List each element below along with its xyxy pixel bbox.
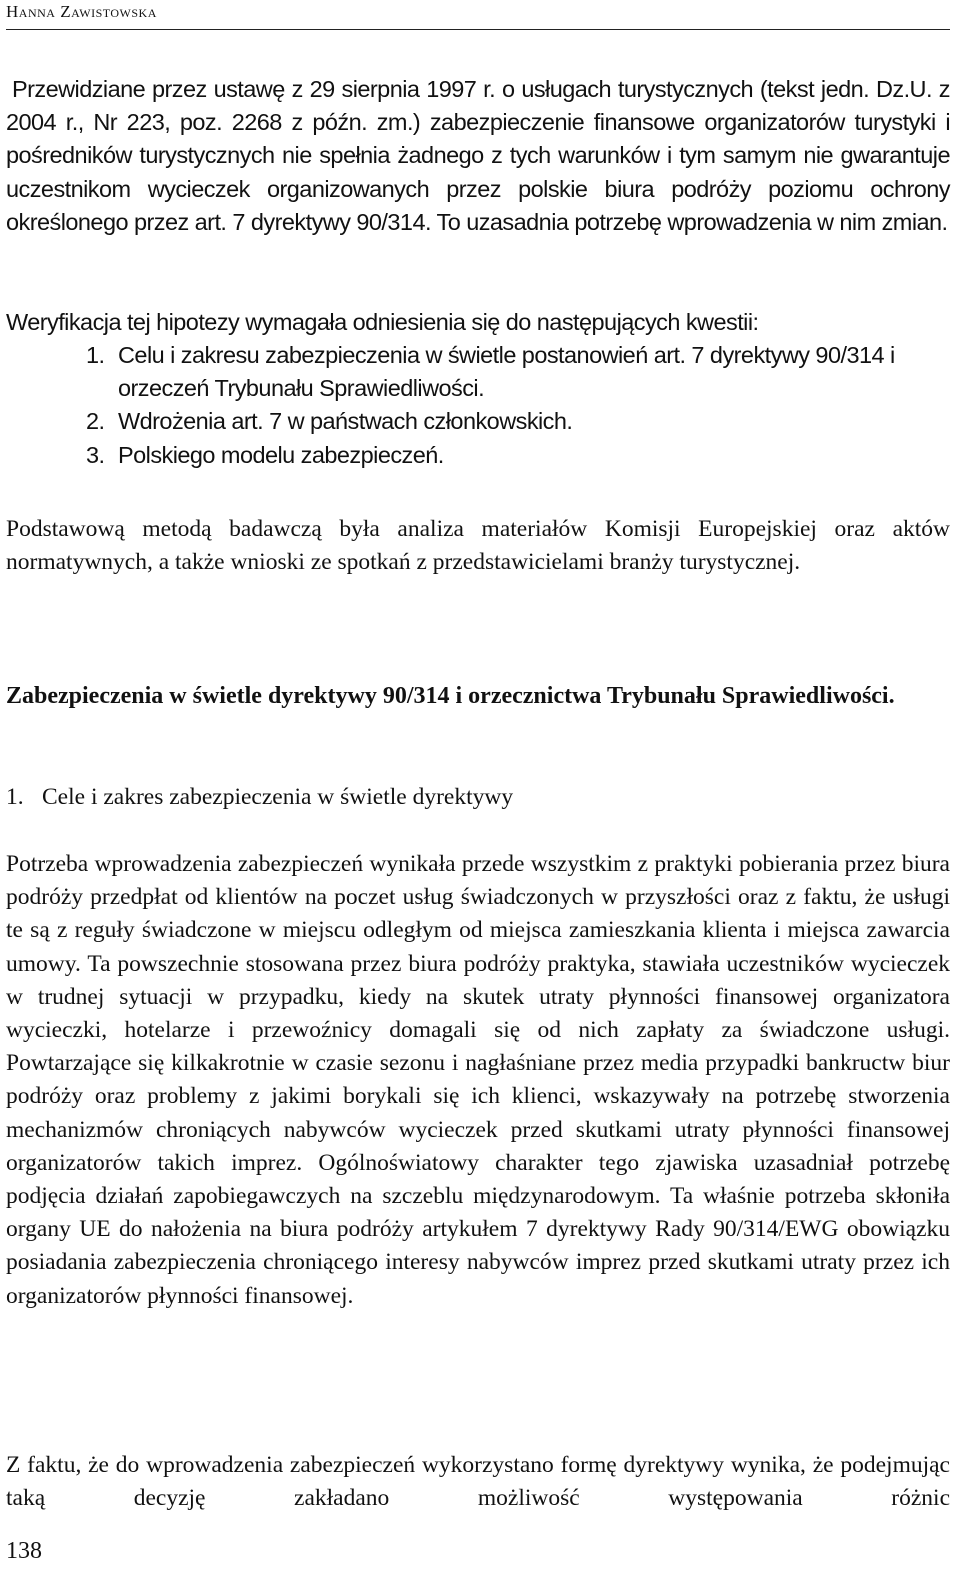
intro-section (6, 73, 950, 239)
subsection-number: 1. (6, 784, 24, 810)
header-rule (6, 29, 950, 30)
body-paragraph: Potrzeba wprowadzenia zabezpieczeń wynikała przede wszystkim z praktyki pobierania przez biura podróży przedpłat od klientów na poczet usług świadczonych w przyszłości oraz z faktu, że usługi te są z reguły świadczone w miejscu odległym od miejsca zamieszkania klienta i miejsca zawarcia umowy. Ta powszechnie stosowana przez biura podróży praktyka, stawiała uczestników wycieczek w trudnej sytuacji w przypadku, kiedy na skutek utraty płynności finansowej organizatora wycieczki, hotelarze i przewoźnicy domagali się od nich zapłaty za świadczone usługi. Powtarzające się kilkakrotnie w czasie sezonu i nagłaśniane przez media przypadki bankructw biur podróży oraz problemy z jakimi borykali się ich klienci, wskazywały na potrzebę stworzenia mechanizmów chroniących nabywców wycieczek przed skutkami utraty płynności finansowej organizatorów takich imprez. Ogólnoświatowy charakter tego zjawiska uzasadniał potrzebę podjęcia działań zapobiegawczych na szczeblu międzynarodowym. Ta właśnie potrzeba skłoniła organy UE do nałożenia na biura podróży artykułem 7 dyrektywy Rady 90/314/EWG obowiązku posiadania zabezpieczenia chroniącego interesy nabywców imprez przed skutkami utraty przez ich organizatorów płynności finansowej. (6, 851, 950, 1309)
section-heading: Zabezpieczenia w świetle dyrektywy 90/314 i orzecznictwa Trybunału Sprawiedliwości. (6, 683, 895, 709)
list-item-text: Polskiego modelu zabezpieczeń. (118, 441, 444, 468)
subsection-heading-block (6, 781, 950, 814)
running-header: Hanna Zawistowska (6, 2, 157, 21)
verification-intro: Weryfikacja tej hipotezy wymagała odniesienia się do następujących kwestii: (6, 309, 759, 335)
list-item-number: 1. (86, 342, 105, 368)
final-section (6, 1449, 950, 1515)
section-heading-block (6, 679, 950, 714)
list-item (6, 339, 950, 405)
intro-paragraph: Przewidziane przez ustawę z 29 sierpnia 1997 r. o usługach turystycznych (tekst jedn. Dz.U. z 2004 r., Nr 223, poz. 2268 z późn. zm.) zabezpieczenie finansowe organizatorów turystyki i pośredników turystycznych nie spełnia żadnego z tych warunków i tym samym nie gwarantuje uczestnikom wycieczek organizowanych przez polskie biura podróży poziomu ochrony określonego przez art. 7 dyrektywy 90/314. To uzasadnia potrzebę wprowadzenia w nim zmian. (6, 76, 950, 235)
list-item (6, 405, 950, 438)
method-section (6, 513, 950, 579)
subsection-title: Cele i zakres zabezpieczenia w świetle dyrektywy (42, 784, 514, 810)
final-paragraph: Z faktu, że do wprowadzenia zabezpieczeń wykorzystano formę dyrektywy wynika, że podejmując taką decyzję zakładano możliwość występowania różnic (6, 1452, 950, 1512)
subsection-heading (6, 781, 950, 814)
method-paragraph: Podstawową metodą badawczą była analiza materiałów Komisji Europejskiej oraz aktów normatywnych, a także wnioski ze spotkań z przedstawicielami branży turystycznej. (6, 516, 950, 576)
list-item (6, 439, 950, 472)
list-item-text: Wdrożenia art. 7 w państwach członkowskich. (118, 408, 573, 435)
verification-list (6, 339, 950, 472)
list-item-number: 3. (86, 441, 105, 468)
verification-section (6, 306, 950, 339)
body-section (6, 848, 950, 1313)
list-item-text: Celu i zakresu zabezpieczenia w świetle postanowień art. 7 dyrektywy 90/314 i orzeczeń Trybunału Sprawiedliwości. (118, 342, 895, 402)
list-item-number: 2. (86, 408, 105, 435)
page-number: 138 (6, 1538, 42, 1564)
